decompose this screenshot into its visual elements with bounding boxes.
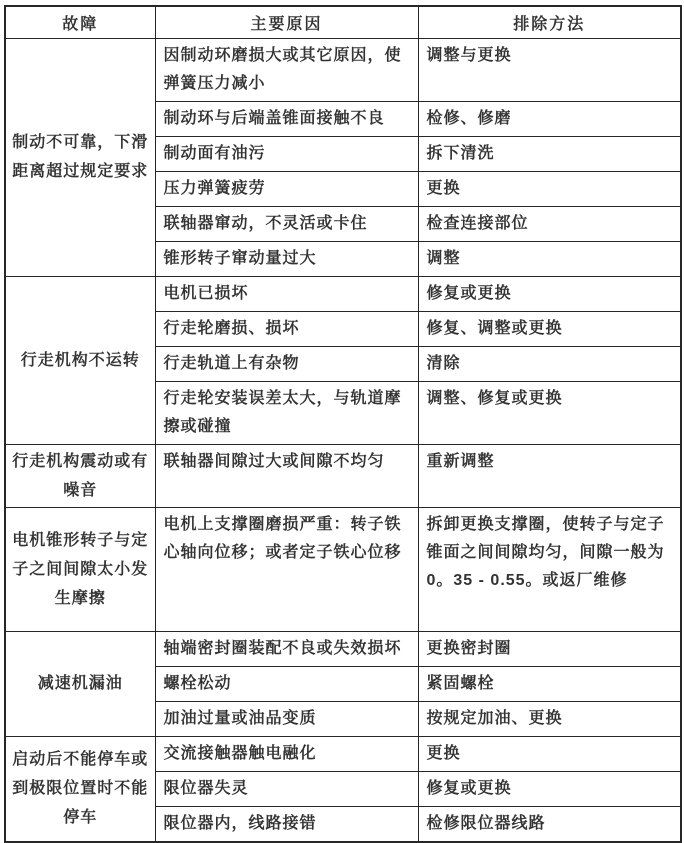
cause-cell: 因制动环磨损大或其它原因，使弹簧压力减小 xyxy=(155,38,418,101)
method-cell: 紧固螺栓 xyxy=(418,666,681,701)
method-cell: 修复、调整或更换 xyxy=(418,311,681,346)
cause-cell: 联轴器间隙过大或间隙不均匀 xyxy=(155,444,418,507)
table-row xyxy=(5,631,681,666)
method-cell: 更换密封圈 xyxy=(418,631,681,666)
cause-cell: 行走轮安装误差太大，与轨道摩擦或碰撞 xyxy=(155,381,418,444)
method-cell: 更换 xyxy=(418,171,681,206)
cause-cell: 加油过量或油品变质 xyxy=(155,701,418,736)
method-cell: 修复或更换 xyxy=(418,771,681,806)
header-method: 排除方法 xyxy=(418,6,681,38)
table-row xyxy=(5,507,681,631)
method-cell: 调整与更换 xyxy=(418,38,681,101)
method-cell: 修复或更换 xyxy=(418,276,681,311)
fault-cell-cannot-stop: 启动后不能停车或到极限位置时不能停车 xyxy=(5,736,155,842)
method-cell: 检修限位器线路 xyxy=(418,806,681,842)
table-row xyxy=(5,276,681,311)
fault-cell-reducer-oil-leak: 减速机漏油 xyxy=(5,631,155,736)
cause-cell: 电机已损坏 xyxy=(155,276,418,311)
table-row xyxy=(5,736,681,771)
method-cell: 拆卸更换支撑圈，使转子与定子锥面之间间隙均匀，间隙一般为0。35 - 0.55。或返厂维修 xyxy=(418,507,681,631)
fault-cell-vibration-noise: 行走机构震动或有噪音 xyxy=(5,444,155,507)
cause-cell: 联轴器窜动，不灵活或卡住 xyxy=(155,206,418,241)
cause-cell: 行走轮磨损、损坏 xyxy=(155,311,418,346)
method-cell: 更换 xyxy=(418,736,681,771)
cause-cell: 轴端密封圈装配不良或失效损坏 xyxy=(155,631,418,666)
cause-cell: 交流接触器触电融化 xyxy=(155,736,418,771)
method-cell: 拆下清洗 xyxy=(418,136,681,171)
header-row xyxy=(5,6,681,38)
method-cell: 清除 xyxy=(418,346,681,381)
fault-troubleshooting-table xyxy=(4,5,682,843)
method-cell: 调整、修复或更换 xyxy=(418,381,681,444)
cause-cell: 制动环与后端盖锥面接触不良 xyxy=(155,101,418,136)
cause-cell: 限位器失灵 xyxy=(155,771,418,806)
fault-cell-brake-unreliable: 制动不可靠，下滑距离超过规定要求 xyxy=(5,38,155,276)
cause-cell: 压力弹簧疲劳 xyxy=(155,171,418,206)
cause-cell: 螺栓松动 xyxy=(155,666,418,701)
cause-cell: 电机上支撑圈磨损严重：转子铁心轴向位移；或者定子铁心位移 xyxy=(155,507,418,631)
fault-cell-travel-not-running: 行走机构不运转 xyxy=(5,276,155,444)
method-cell: 按规定加油、更换 xyxy=(418,701,681,736)
header-fault: 故障 xyxy=(5,6,155,38)
table-row xyxy=(5,444,681,507)
method-cell: 重新调整 xyxy=(418,444,681,507)
method-cell: 检修、修磨 xyxy=(418,101,681,136)
cause-cell: 行走轨道上有杂物 xyxy=(155,346,418,381)
cause-cell: 锥形转子窜动量过大 xyxy=(155,241,418,276)
fault-cell-rotor-stator-friction: 电机锥形转子与定子之间间隙太小发生摩擦 xyxy=(5,507,155,631)
table-row xyxy=(5,38,681,101)
method-cell: 检查连接部位 xyxy=(418,206,681,241)
cause-cell: 制动面有油污 xyxy=(155,136,418,171)
cause-cell: 限位器内，线路接错 xyxy=(155,806,418,842)
header-cause: 主要原因 xyxy=(155,6,418,38)
method-cell: 调整 xyxy=(418,241,681,276)
